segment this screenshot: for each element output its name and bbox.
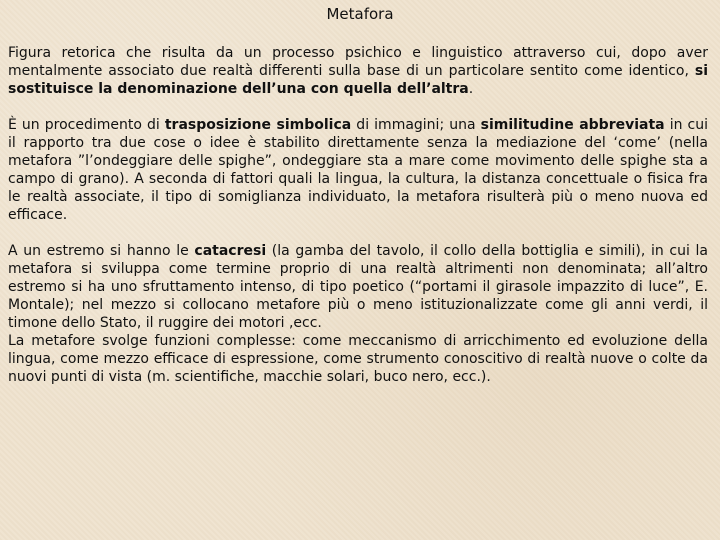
- paragraph-functions: [8, 332, 708, 386]
- paragraph-definition: [8, 44, 708, 98]
- bold-text-run: si sostituisce la denominazione dell’una con quella dell’altra: [8, 63, 708, 97]
- bold-text-run: catacresi: [194, 243, 267, 259]
- text-run: È un procedimento di: [8, 117, 165, 133]
- text-run: A un estremo si hanno le: [8, 243, 195, 259]
- paragraph-procedure: [8, 116, 708, 224]
- slide-body: [8, 44, 708, 386]
- slide-title: Metafora: [326, 5, 394, 23]
- paragraph-extremes: [8, 242, 708, 332]
- text-run: .: [468, 81, 474, 97]
- bold-text-run: trasposizione simbolica: [164, 117, 352, 133]
- text-run: Figura retorica che risulta da un processo psichico e linguistico attraverso cui, dopo aver mentalmente associato due realtà differenti sulla base di un particolare sentito come identico,: [8, 45, 708, 79]
- bold-text-run: similitudine abbreviata: [480, 117, 665, 133]
- text-run: di immagini; una: [351, 117, 481, 133]
- text-run: (la gamba del tavolo, il collo della bottiglia e simili), in cui la metafora si sviluppa come termine proprio di una realtà altrimenti non denominata; all’altro estremo si ha uno sfruttamento intenso, di tipo poetico (“portami il girasole impazzito di luce”, E. Montale); nel mezzo si collocano metafore più o meno istituzionalizzate come gli anni verdi, il timone dello Stato, il ruggire dei motori ,ecc.: [8, 243, 708, 331]
- text-run: in cui il rapporto tra due cose o idee è stabilito direttamente senza la mediazione del ‘come’ (nella metafora ”l’ondeggiare delle spighe”, ondeggiare sta a mare come movimento delle spighe sta a campo di grano). A seconda di fattori quali la lingua, la cultura, la distanza concettuale o fisica fra le realtà associate, il tipo di somiglianza individuato, la metafora risulterà più o meno nuova ed efficace.: [8, 117, 709, 223]
- text-run: La metafore svolge funzioni complesse: come meccanismo di arricchimento ed evoluzione della lingua, come mezzo efficace di espressione, come strumento conoscitivo di realtà nuove o colte da nuovi punti di vista (m. scientifiche, macchie solari, buco nero, ecc.).: [8, 333, 708, 385]
